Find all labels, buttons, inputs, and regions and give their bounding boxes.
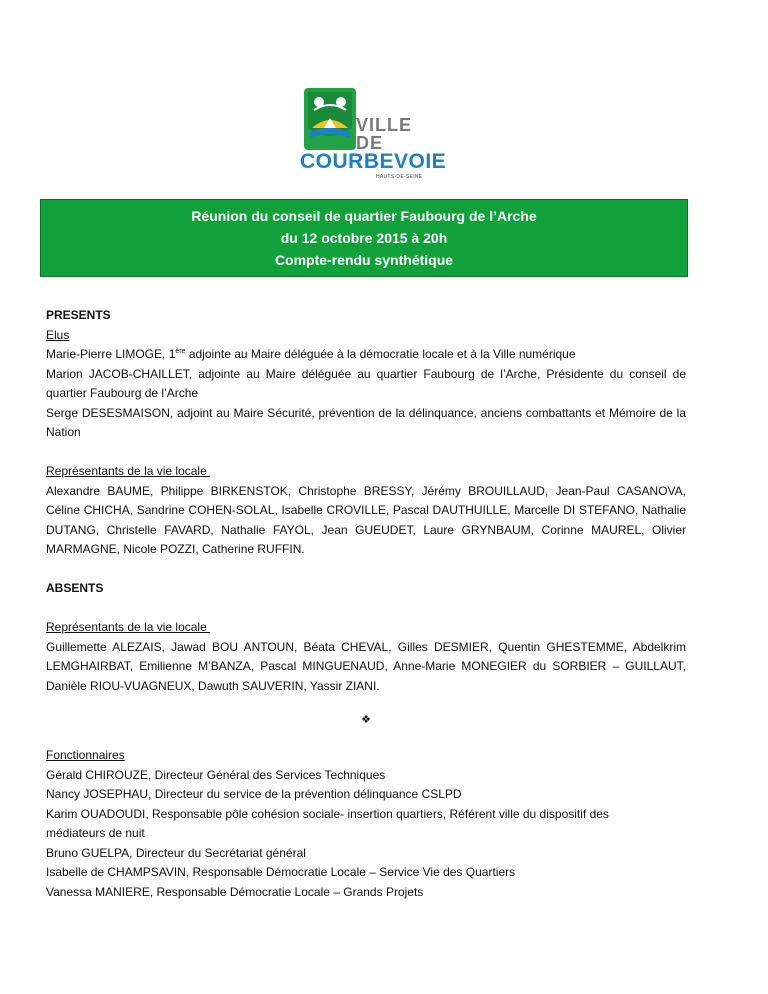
- elu-line-1: [46, 345, 686, 365]
- elu-line-2: Marion JACOB-CHAILLET, adjointe au Maire déléguée au quartier Faubourg de l’Arche, Présidente du conseil de quartier Faubourg de l’Arche: [46, 366, 686, 400]
- presents-rep-list: Alexandre BAUME, Philippe BIRKENSTOK, Christophe BRESSY, Jérémy BROUILLAUD, Jean-Paul CASANOVA, Céline CHICHA, Sandrine COHEN-SOLAL, Isabelle CROVILLE, Pascal DAUTHUILLE, Marcelle DI STEFANO, Nathalie DUTANG, Christelle FAVARD, Nathalie FAYOL, Jean GUEUDET, Laure GRYNBAUM, Corinne MAUREL, Olivier MARMAGNE, Nicole POZZI, Catherine RUFFIN.: [46, 483, 686, 556]
- document-body: [46, 306, 686, 902]
- fonctionnaire-item: Gérald CHIROUZE, Directeur Général des Services Techniques: [46, 767, 386, 782]
- logo-text-courbevoie: COURBEVOIE: [300, 150, 447, 173]
- fonctionnaire-item: Vanessa MANIERE, Responsable Démocratie Locale – Grands Projets: [46, 884, 424, 899]
- absents-heading: ABSENTS: [46, 581, 104, 595]
- absents-rep-list: Guillemette ALEZAIS, Jawad BOU ANTOUN, Béata CHEVAL, Gilles DESMIER, Quentin GHESTEMME, Abdelkrim LEMGHAIRBAT, Emilienne M’BANZA, Pascal MINGUENAUD, Anne-Marie MONEGIER du SORBIER – GUILLAUT, Danièle RIOU-VUAGNEUX, Dawuth SAUVERIN, Yassir ZIANI.: [46, 639, 686, 693]
- title-line-3: Compte-rendu synthétique: [274, 252, 454, 268]
- fonctionnaires-heading: Fonctionnaires: [46, 748, 125, 762]
- courbevoie-logo: [300, 88, 447, 184]
- elu-1-role: adjointe au Maire déléguée à la démocratie locale et à la Ville numérique: [185, 347, 576, 361]
- elu-1-superscript: ère: [175, 348, 186, 355]
- title-line-1: Réunion du conseil de quartier Faubourg de l’Arche: [191, 208, 537, 224]
- elu-1-name: Marie-Pierre LIMOGE, 1: [46, 347, 176, 361]
- presents-rep-heading: Représentants de la vie locale: [46, 464, 211, 478]
- elu-line-3: Serge DESESMAISON, adjoint au Maire Sécurité, prévention de la délinquance, anciens combattants et Mémoire de la Nation: [46, 405, 686, 439]
- logo-text-de: DE: [356, 133, 384, 153]
- fonctionnaire-item: Karim OUADOUDI, Responsable pôle cohésion sociale- insertion quartiers, Référent ville du dispositif des médiateurs de nuit: [46, 806, 609, 840]
- city-emblem-icon: [304, 88, 356, 150]
- fonctionnaire-item: Nancy JOSEPHAU, Directeur du service de la prévention délinquance CSLPD: [46, 787, 462, 801]
- fonctionnaire-item: Bruno GUELPA, Directeur du Secrétariat général: [46, 845, 306, 860]
- logo-text-ville: VILLE: [356, 115, 413, 135]
- presents-heading: PRESENTS: [46, 308, 111, 322]
- fonctionnaire-item: Isabelle de CHAMPSAVIN, Responsable Démocratie Locale – Service Vie des Quartiers: [46, 865, 516, 879]
- absents-rep-heading: Représentants de la vie locale: [46, 620, 211, 634]
- logo-text-region: HAUTS-DE-SEINE: [376, 174, 423, 180]
- title-banner: [40, 199, 688, 277]
- separator-diamond-icon: ❖: [361, 714, 371, 726]
- title-line-2: du 12 octobre 2015 à 20h: [280, 230, 448, 246]
- elus-heading: Elus: [46, 327, 70, 342]
